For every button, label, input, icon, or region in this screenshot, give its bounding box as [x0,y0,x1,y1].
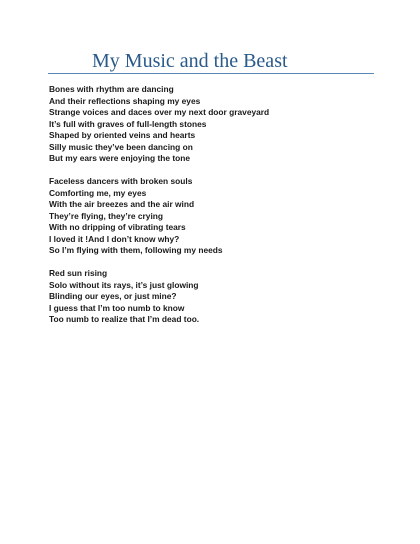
poem-line: So I’m flying with them, following my needs [49,245,223,255]
poem-line: I loved it !And I don’t know why? [49,233,180,244]
poem-line: Too numb to realize that I’m dead too. [49,314,200,324]
stanza-2 [49,176,379,257]
poem-line: Silly music they’ve been dancing on [49,141,193,152]
stanza-1 [49,84,379,165]
stanza-3 [49,268,379,326]
title-underline [48,73,374,74]
poem-line: Faceless dancers with broken souls [49,176,193,186]
poem-line: Bones with rhythm are dancing [49,84,174,94]
poem-title: My Music and the Beast [92,50,288,72]
poem-line: Blinding our eyes, or just mine? [49,291,177,301]
poem-line: Shaped by oriented veins and hearts [49,130,196,140]
poem-line: With the air breezes and the air wind [49,199,195,209]
poem-line: With no dripping of vibrating tears [49,222,186,232]
poem-line: It’s full with graves of full-length stones [49,118,207,129]
poem-line: And their reflections shaping my eyes [49,95,201,106]
poem-line: Strange voices and daces over my next door graveyard [49,107,270,117]
poem-line: But my ears were enjoying the tone [49,153,191,163]
poem-line: I guess that I’m too numb to know [49,302,185,313]
poem-line: Red sun rising [49,268,108,278]
poem-line: Solo without its rays, it’s just glowing [49,279,199,290]
poem-line: They’re flying, they’re crying [49,210,164,221]
poem-line: Comforting me, my eyes [49,187,147,198]
poem-body [49,84,379,337]
